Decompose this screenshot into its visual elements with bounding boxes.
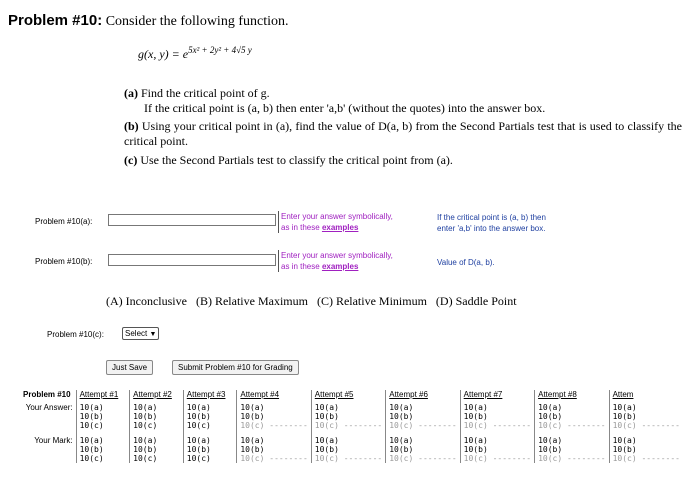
attempt-3-header[interactable]: Attempt #3 (183, 390, 237, 399)
cell-line-c: 10(c) (186, 454, 211, 463)
cell-line-c: 10(c) -------- (538, 421, 606, 430)
problem-intro: Consider the following function. (105, 14, 289, 29)
chevron-down-icon: ▼ (149, 331, 157, 338)
mark-cell (609, 436, 683, 463)
cell-line-a: 10(a) (186, 403, 211, 412)
mark-cell (76, 436, 130, 463)
cell-line-c: 10(c) (186, 421, 211, 430)
cell-line-a: 10(a) (133, 436, 158, 445)
attempt-9-header[interactable]: Attem (609, 390, 683, 399)
cell-line-c: 10(c) -------- (314, 421, 383, 430)
cell-line-b: 10(b) (186, 445, 211, 454)
attempt-1-header[interactable]: Attempt #1 (76, 390, 130, 399)
cell-line-b: 10(b) (133, 412, 158, 421)
cell-line-b: 10(b) (389, 445, 414, 454)
problem-heading (8, 12, 288, 30)
cell-line-c: 10(c) -------- (612, 421, 680, 430)
your-mark-label: Your Mark: (34, 436, 73, 445)
cell-line-a: 10(a) (389, 403, 414, 412)
answer-a-examples-link[interactable]: examples (321, 223, 359, 232)
cell-line-c: 10(c) (133, 454, 158, 463)
function-formula (138, 45, 252, 62)
cell-line-c: 10(c) -------- (463, 454, 532, 463)
answer-cell (311, 403, 385, 430)
answer-b-hint-line1: Enter your answer symbolically, (281, 251, 393, 260)
answer-b-label: Problem #10(b): (35, 257, 93, 266)
cell-line-a: 10(a) (314, 403, 339, 412)
cell-line-a: 10(a) (612, 436, 637, 445)
cell-line-b: 10(b) (314, 412, 339, 421)
formula-exponent: 5x² + 2y² + 4√5 y (188, 45, 252, 55)
part-b (124, 119, 682, 149)
attempts-table (20, 390, 683, 463)
part-b-tag: (b) (124, 119, 139, 133)
attempt-4-header[interactable]: Attempt #4 (237, 390, 311, 399)
cell-line-c: 10(c) (79, 421, 104, 430)
answer-c-select[interactable] (122, 327, 159, 340)
mark-cell (130, 436, 184, 463)
answer-a-hint-line2: as in these (281, 223, 320, 232)
cell-line-c: 10(c) -------- (463, 421, 532, 430)
answer-b-input[interactable] (108, 254, 276, 266)
your-mark-row (20, 436, 683, 463)
cell-line-c: 10(c) -------- (612, 454, 680, 463)
cell-line-a: 10(a) (538, 436, 563, 445)
submit-button[interactable]: Submit Problem #10 for Grading (172, 360, 299, 375)
problem-number: Problem #10: (8, 12, 103, 29)
part-c-text: Use the Second Partials test to classify the critical point from (a). (140, 153, 453, 167)
cell-line-c: 10(c) -------- (389, 454, 457, 463)
answer-cell (76, 403, 130, 430)
cell-line-a: 10(a) (389, 436, 414, 445)
cell-line-c: 10(c) -------- (314, 454, 383, 463)
cell-line-c: 10(c) -------- (389, 421, 457, 430)
answer-cell (183, 403, 237, 430)
cell-line-b: 10(b) (612, 412, 637, 421)
just-save-button[interactable]: Just Save (106, 360, 153, 375)
cell-line-a: 10(a) (314, 436, 339, 445)
part-a-tag: (a) (124, 86, 138, 100)
cell-line-b: 10(b) (538, 412, 563, 421)
mark-cell (460, 436, 534, 463)
attempts-panel (20, 390, 683, 463)
cell-line-a: 10(a) (79, 436, 104, 445)
cell-line-a: 10(a) (240, 436, 265, 445)
cell-line-a: 10(a) (612, 403, 637, 412)
attempt-8-header[interactable]: Attempt #8 (535, 390, 609, 399)
mark-cell (386, 436, 460, 463)
cell-line-a: 10(a) (463, 403, 488, 412)
mark-cell (183, 436, 237, 463)
your-answer-row (20, 403, 683, 430)
cell-line-c: 10(c) -------- (240, 454, 308, 463)
cell-line-b: 10(b) (314, 445, 339, 454)
cell-line-b: 10(b) (538, 445, 563, 454)
cell-line-b: 10(b) (240, 412, 265, 421)
cell-line-b: 10(b) (389, 412, 414, 421)
answer-b-examples-link[interactable]: examples (321, 262, 359, 271)
mark-cell (237, 436, 311, 463)
part-c (124, 153, 679, 168)
cell-line-b: 10(b) (463, 445, 488, 454)
answer-b-hint-line2: as in these (281, 262, 320, 271)
cell-line-b: 10(b) (186, 412, 211, 421)
answer-a-note-line1: If the critical point is (a, b) then (437, 213, 546, 222)
answer-cell (237, 403, 311, 430)
your-answer-label: Your Answer: (25, 403, 73, 412)
cell-line-a: 10(a) (463, 436, 488, 445)
cell-line-c: 10(c) (133, 421, 158, 430)
part-a-text: Find the critical point of g. (141, 86, 270, 100)
part-a-text2: If the critical point is (a, b) then enter 'a,b' (without the quotes) into the answer box. (144, 101, 546, 115)
answer-a-hint (278, 211, 393, 233)
cell-line-a: 10(a) (79, 403, 104, 412)
answer-b-note: Value of D(a, b). (437, 258, 495, 267)
answer-c-select-value: Select (125, 329, 148, 338)
answer-cell (386, 403, 460, 430)
answer-a-note (437, 212, 546, 234)
cell-line-a: 10(a) (133, 403, 158, 412)
part-a (124, 86, 679, 116)
answer-cell (130, 403, 184, 430)
answer-b-hint (278, 250, 393, 272)
cell-line-a: 10(a) (240, 403, 265, 412)
answer-cell (609, 403, 683, 430)
cell-line-b: 10(b) (79, 445, 104, 454)
answer-c-label: Problem #10(c): (47, 330, 104, 339)
attempt-6-header[interactable]: Attempt #6 (386, 390, 460, 399)
cell-line-b: 10(b) (240, 445, 265, 454)
cell-line-c: 10(c) -------- (240, 421, 308, 430)
cell-line-a: 10(a) (538, 403, 563, 412)
attempt-5-header[interactable]: Attempt #5 (311, 390, 385, 399)
cell-line-a: 10(a) (186, 436, 211, 445)
mark-cell (311, 436, 385, 463)
answer-a-hint-line1: Enter your answer symbolically, (281, 212, 393, 221)
attempts-header-row (20, 390, 683, 399)
attempt-2-header[interactable]: Attempt #2 (130, 390, 184, 399)
cell-line-c: 10(c) -------- (538, 454, 606, 463)
attempts-row-header: Problem #10 (23, 390, 71, 399)
cell-line-c: 10(c) (79, 454, 104, 463)
answer-cell (460, 403, 534, 430)
answer-a-label: Problem #10(a): (35, 217, 93, 226)
cell-line-b: 10(b) (463, 412, 488, 421)
cell-line-b: 10(b) (133, 445, 158, 454)
answer-a-input[interactable] (108, 214, 276, 226)
attempt-7-header[interactable]: Attempt #7 (460, 390, 534, 399)
classification-choices: (A) Inconclusive (B) Relative Maximum (C) Relative Minimum (D) Saddle Point (106, 294, 517, 308)
answer-a-note-line2: enter 'a,b' into the answer box. (437, 224, 546, 233)
mark-cell (535, 436, 609, 463)
part-c-tag: (c) (124, 153, 138, 167)
formula-lhs: g(x, y) = e (138, 47, 189, 61)
cell-line-b: 10(b) (79, 412, 104, 421)
part-b-text: Using your critical point in (a), find the value of D(a, b) from the Second Partials test that is used to classify the critical point. (124, 119, 683, 148)
answer-cell (535, 403, 609, 430)
cell-line-b: 10(b) (612, 445, 637, 454)
